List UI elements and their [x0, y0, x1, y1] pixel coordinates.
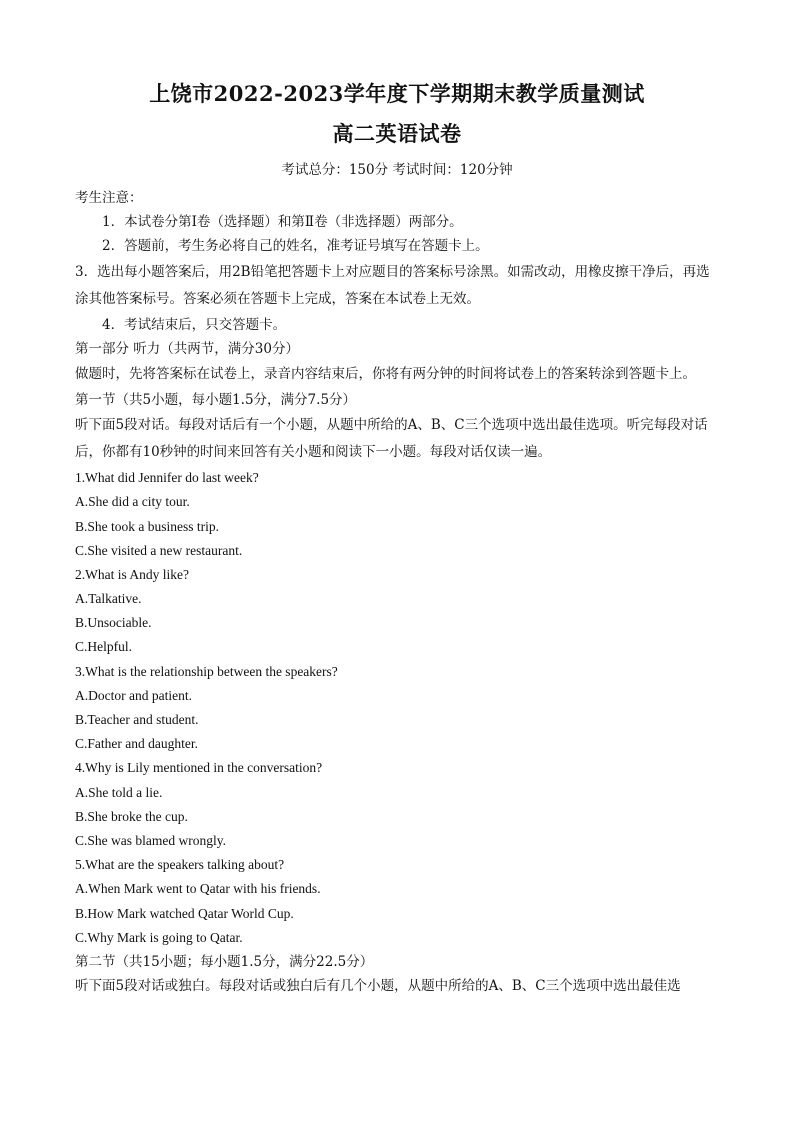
- question-5-option-c: C.Why Mark is going to Qatar.: [75, 929, 243, 945]
- question-list: [75, 466, 719, 950]
- question-1: 1.What did Jennifer do last week?: [75, 470, 259, 486]
- notice-item-1: 1．本试卷分第Ⅰ卷（选择题）和第Ⅱ卷（非选择题）两部分。: [102, 214, 463, 231]
- question-3: 3.What is the relationship between the speakers?: [75, 663, 338, 679]
- question-4-option-c: C.She was blamed wrongly.: [75, 832, 226, 848]
- notice-heading: 考生注意：: [75, 190, 143, 206]
- question-4: 4.Why is Lily mentioned in the conversation?: [75, 760, 323, 776]
- section2-heading: 第二节（共15小题；每小题1.5分，满分22.5分）: [75, 953, 374, 970]
- question-2-option-b: B.Unsociable.: [75, 615, 152, 631]
- question-4-option-a: A.She told a lie.: [75, 784, 163, 800]
- question-5-option-a: A.When Mark went to Qatar with his friends.: [75, 881, 321, 897]
- exam-subject-title: 高二英语试卷: [332, 121, 462, 146]
- part1-heading: 第一部分 听力（共两节，满分30分）: [75, 340, 299, 357]
- part1-instruction: 做题时，先将答案标在试卷上，录音内容结束后，你将有两分钟的时间将试卷上的答案转涂到答题卡上。: [75, 365, 696, 382]
- section1-instruction: 听下面5段对话。每段对话后有一个小题，从题中所给的A、B、C三个选项中选出最佳选项。听完每段对话后，你都有10秒钟的时间来回答有关小题和阅读下一小题。每段对话仅读一遍。: [75, 417, 708, 461]
- question-3-option-c: C.Father and daughter.: [75, 736, 198, 752]
- question-5-option-b: B.How Mark watched Qatar World Cup.: [75, 905, 294, 921]
- exam-info: 考试总分：150分 考试时间：120分钟: [281, 162, 513, 178]
- question-1-option-a: A.She did a city tour.: [75, 494, 190, 510]
- exam-body: [75, 186, 719, 998]
- notice-item-4: 4．考试结束后，只交答题卡。: [102, 316, 287, 333]
- question-5: 5.What are the speakers talking about?: [75, 857, 285, 873]
- question-1-option-c: C.She visited a new restaurant.: [75, 542, 243, 558]
- question-2: 2.What is Andy like?: [75, 566, 189, 582]
- section1-heading: 第一节（共5小题，每小题1.5分，满分7.5分）: [75, 391, 357, 408]
- notice-item-2: 2．答题前，考生务必将自己的姓名，准考证号填写在答题卡上。: [102, 238, 489, 255]
- question-4-option-b: B.She broke the cup.: [75, 808, 188, 824]
- question-1-option-b: B.She took a business trip.: [75, 518, 219, 534]
- exam-title: 上饶市2022-2023学年度下学期期末教学质量测试: [149, 81, 645, 106]
- question-3-option-b: B.Teacher and student.: [75, 712, 199, 727]
- question-3-option-a: A.Doctor and patient.: [75, 687, 192, 703]
- question-2-option-c: C.Helpful.: [75, 639, 132, 655]
- question-2-option-a: A.Talkative.: [75, 591, 142, 607]
- section2-instruction: 听下面5段对话或独白。每段对话或独白后有几个小题，从题中所给的A、B、C三个选项中选出最佳选: [75, 978, 681, 995]
- notice-item-3: 3．选出每小题答案后，用2B铅笔把答题卡上对应题目的答案标号涂黑。如需改动，用橡皮擦干净后，再选涂其他答案标号。答案必须在答题卡上完成，答案在本试卷上无效。: [75, 263, 710, 307]
